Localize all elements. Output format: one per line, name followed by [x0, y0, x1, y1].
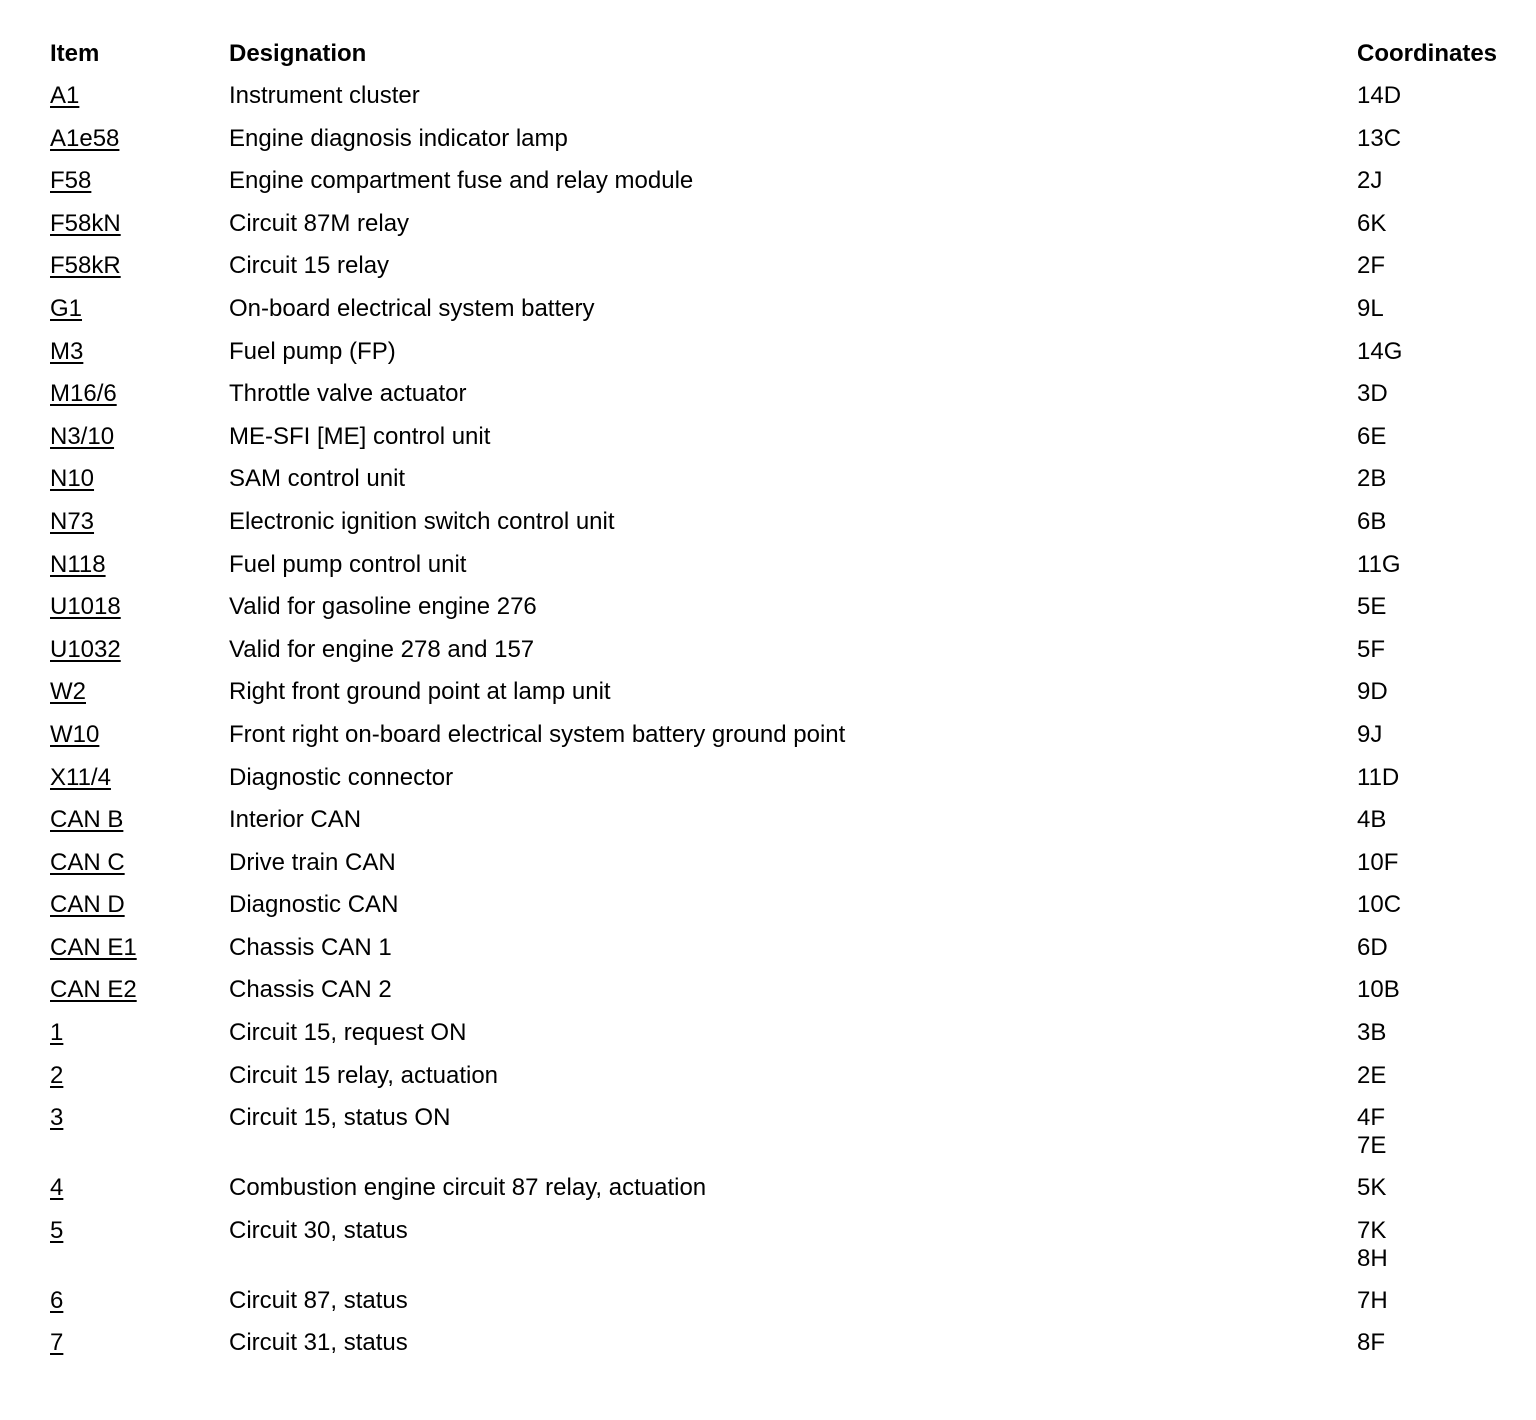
table-row: [50, 1283, 1530, 1326]
item-cell: [50, 465, 229, 493]
item-link[interactable]: U1032: [50, 635, 121, 663]
coordinates-cell: [1357, 423, 1530, 451]
item-cell: [50, 423, 229, 451]
item-cell: [50, 295, 229, 323]
legend-rows: [50, 78, 1530, 1368]
coordinate-value: 9D: [1357, 678, 1388, 706]
item-link[interactable]: CAN E1: [50, 933, 137, 961]
coordinates-cell: [1357, 721, 1530, 749]
coordinates-cell: [1357, 465, 1530, 493]
table-row: [50, 291, 1530, 334]
table-row: [50, 248, 1530, 291]
coordinates-cell: [1357, 82, 1530, 110]
designation-cell: Valid for engine 278 and 157: [229, 635, 535, 663]
item-link[interactable]: F58: [50, 167, 92, 195]
coordinate-value: 6K: [1357, 209, 1387, 237]
item-cell: [50, 1019, 229, 1047]
item-cell: [50, 338, 229, 366]
coordinates-cell: [1357, 764, 1530, 792]
table-row: [50, 887, 1530, 930]
item-cell: [50, 593, 229, 621]
coordinates-cell: [1357, 295, 1530, 323]
item-link[interactable]: N10: [50, 465, 95, 493]
table-row: [50, 717, 1530, 760]
coordinate-value: 6E: [1357, 422, 1387, 450]
item-link[interactable]: A1: [50, 82, 80, 109]
coordinates-cell: [1357, 1217, 1530, 1273]
table-row: [50, 163, 1530, 206]
coordinate-value: 4F: [1357, 1104, 1386, 1132]
item-cell: [50, 806, 229, 834]
designation-cell: SAM control unit: [229, 465, 406, 493]
coordinate-value: 8H: [1357, 1244, 1388, 1272]
coordinate-value: 2J: [1357, 167, 1383, 195]
designation-cell: Circuit 30, status: [229, 1216, 408, 1244]
designation-cell: Throttle valve actuator: [229, 380, 467, 408]
coordinate-value: 6B: [1357, 507, 1387, 535]
coordinate-value: 10F: [1357, 848, 1399, 876]
coordinates-cell: [1357, 976, 1530, 1004]
item-cell: [50, 1217, 229, 1245]
header-row: [50, 36, 1530, 78]
table-row: [50, 1100, 1530, 1170]
designation-cell: Valid for gasoline engine 276: [229, 593, 537, 621]
coordinate-value: 11D: [1357, 763, 1400, 791]
item-link[interactable]: N118: [50, 550, 106, 578]
coordinates-cell: [1357, 1104, 1530, 1160]
coordinates-cell: [1357, 1287, 1530, 1315]
table-row: [50, 121, 1530, 164]
coordinate-value: 2B: [1357, 465, 1387, 493]
item-link[interactable]: A1e58: [50, 124, 120, 152]
item-cell: [50, 1062, 229, 1090]
item-link[interactable]: 3: [50, 1104, 64, 1132]
designation-cell: Drive train CAN: [229, 848, 396, 876]
coordinate-value: 7H: [1357, 1286, 1388, 1314]
designation-cell: Circuit 87M relay: [229, 209, 410, 237]
item-link[interactable]: 6: [50, 1286, 64, 1314]
designation-cell: Right front ground point at lamp unit: [229, 678, 611, 706]
coordinate-value: 9L: [1357, 294, 1384, 322]
table-row: [50, 1325, 1530, 1368]
item-link[interactable]: M3: [50, 337, 84, 365]
item-cell: [50, 849, 229, 877]
table-row: [50, 930, 1530, 973]
item-link[interactable]: N73: [50, 507, 95, 535]
table-row: [50, 504, 1530, 547]
item-link[interactable]: CAN E2: [50, 976, 137, 1004]
item-cell: [50, 82, 229, 110]
coordinates-cell: [1357, 678, 1530, 706]
item-link[interactable]: 1: [50, 1019, 64, 1047]
designation-cell: Circuit 15 relay, actuation: [229, 1061, 499, 1089]
coordinates-cell: [1357, 1019, 1530, 1047]
table-row: [50, 1170, 1530, 1213]
table-row: [50, 1058, 1530, 1101]
coordinates-cell: [1357, 508, 1530, 536]
coordinate-value: 6D: [1357, 933, 1388, 961]
table-row: [50, 547, 1530, 590]
table-row: [50, 972, 1530, 1015]
table-row: [50, 802, 1530, 845]
coordinates-cell: [1357, 380, 1530, 408]
coordinate-value: 9J: [1357, 720, 1383, 748]
item-cell: [50, 934, 229, 962]
item-link[interactable]: CAN D: [50, 891, 125, 919]
item-link[interactable]: CAN C: [50, 848, 125, 876]
item-cell: [50, 636, 229, 664]
designation-column-header: Designation: [229, 40, 367, 67]
coordinate-value: 3D: [1357, 380, 1388, 408]
designation-cell: Chassis CAN 2: [229, 976, 392, 1004]
designation-cell: Fuel pump control unit: [229, 550, 467, 578]
item-cell: [50, 125, 229, 153]
designation-cell: Circuit 87, status: [229, 1286, 408, 1314]
item-link[interactable]: X11/4: [50, 763, 111, 791]
table-row: [50, 78, 1530, 121]
designation-cell: Front right on-board electrical system battery ground point: [229, 720, 846, 748]
designation-cell: Engine diagnosis indicator lamp: [229, 124, 568, 152]
coordinates-cell: [1357, 934, 1530, 962]
item-cell: [50, 678, 229, 706]
item-cell: [50, 721, 229, 749]
coordinate-value: 14D: [1357, 82, 1402, 109]
legend-table: [50, 36, 1530, 1368]
designation-cell: Circuit 15, request ON: [229, 1019, 467, 1047]
coordinates-cell: [1357, 593, 1530, 621]
coordinate-value: 4B: [1357, 806, 1387, 834]
table-row: [50, 674, 1530, 717]
designation-cell: Instrument cluster: [229, 82, 420, 109]
table-row: [50, 206, 1530, 249]
item-link[interactable]: CAN B: [50, 806, 124, 834]
item-cell: [50, 167, 229, 195]
item-link[interactable]: 7: [50, 1329, 64, 1357]
item-cell: [50, 508, 229, 536]
coordinates-cell: [1357, 1062, 1530, 1090]
coordinate-value: 5E: [1357, 593, 1387, 621]
item-link[interactable]: 2: [50, 1061, 64, 1089]
coordinates-cell: [1357, 210, 1530, 238]
coordinates-cell: [1357, 1174, 1530, 1202]
coordinates-cell: [1357, 551, 1530, 579]
designation-cell: Fuel pump (FP): [229, 337, 396, 365]
item-cell: [50, 252, 229, 280]
coordinates-cell: [1357, 167, 1530, 195]
item-cell: [50, 551, 229, 579]
coordinate-value: 10B: [1357, 976, 1400, 1004]
item-cell: [50, 1287, 229, 1315]
designation-cell: Circuit 31, status: [229, 1329, 408, 1357]
item-cell: [50, 1174, 229, 1202]
item-link[interactable]: M16/6: [50, 380, 117, 408]
item-link[interactable]: 4: [50, 1174, 64, 1202]
coordinate-value: 7K: [1357, 1216, 1387, 1244]
table-row: [50, 1015, 1530, 1058]
coordinates-cell: [1357, 806, 1530, 834]
designation-cell: On-board electrical system battery: [229, 294, 595, 322]
coordinate-value: 5F: [1357, 635, 1386, 663]
table-row: [50, 589, 1530, 632]
item-cell: [50, 764, 229, 792]
designation-cell: Engine compartment fuse and relay module: [229, 167, 694, 195]
coordinate-value: 2E: [1357, 1061, 1387, 1089]
table-row: [50, 376, 1530, 419]
designation-cell: Diagnostic connector: [229, 763, 454, 791]
designation-cell: Circuit 15 relay: [229, 252, 390, 280]
table-row: [50, 461, 1530, 504]
coordinate-value: 13C: [1357, 124, 1402, 152]
item-cell: [50, 891, 229, 919]
coordinate-value: 3B: [1357, 1019, 1387, 1047]
coordinates-cell: [1357, 252, 1530, 280]
coordinate-value: 2F: [1357, 252, 1386, 280]
item-column-header: Item: [50, 40, 100, 67]
coordinates-cell: [1357, 338, 1530, 366]
table-row: [50, 419, 1530, 462]
item-link[interactable]: W2: [50, 678, 86, 706]
designation-cell: Diagnostic CAN: [229, 891, 399, 919]
coordinates-cell: [1357, 891, 1530, 919]
designation-cell: ME-SFI [ME] control unit: [229, 422, 491, 450]
coordinate-value: 11G: [1357, 550, 1401, 578]
item-link[interactable]: F58kN: [50, 209, 121, 237]
coordinate-value: 10C: [1357, 891, 1402, 919]
coordinates-cell: [1357, 125, 1530, 153]
coordinates-column-header: Coordinates: [1357, 40, 1498, 67]
item-link[interactable]: F58kR: [50, 252, 121, 280]
designation-cell: Chassis CAN 1: [229, 933, 392, 961]
coordinates-cell: [1357, 1329, 1530, 1357]
designation-cell: Circuit 15, status ON: [229, 1104, 451, 1132]
item-link[interactable]: W10: [50, 720, 100, 748]
item-link[interactable]: U1018: [50, 593, 121, 621]
coordinate-value: 8F: [1357, 1329, 1386, 1357]
item-cell: [50, 380, 229, 408]
item-link[interactable]: N3/10: [50, 422, 115, 450]
designation-cell: Combustion engine circuit 87 relay, actuation: [229, 1174, 707, 1202]
coordinates-cell: [1357, 849, 1530, 877]
item-link[interactable]: G1: [50, 294, 83, 322]
designation-cell: Electronic ignition switch control unit: [229, 507, 615, 535]
item-cell: [50, 210, 229, 238]
table-row: [50, 1213, 1530, 1283]
designation-cell: Interior CAN: [229, 806, 362, 834]
table-row: [50, 760, 1530, 803]
item-cell: [50, 976, 229, 1004]
item-cell: [50, 1104, 229, 1132]
table-row: [50, 632, 1530, 675]
coordinate-value: 5K: [1357, 1174, 1387, 1202]
item-cell: [50, 1329, 229, 1357]
coordinate-value: 14G: [1357, 337, 1403, 365]
item-link[interactable]: 5: [50, 1216, 64, 1244]
coordinates-cell: [1357, 636, 1530, 664]
table-row: [50, 845, 1530, 888]
coordinate-value: 7E: [1357, 1132, 1387, 1160]
table-row: [50, 334, 1530, 377]
